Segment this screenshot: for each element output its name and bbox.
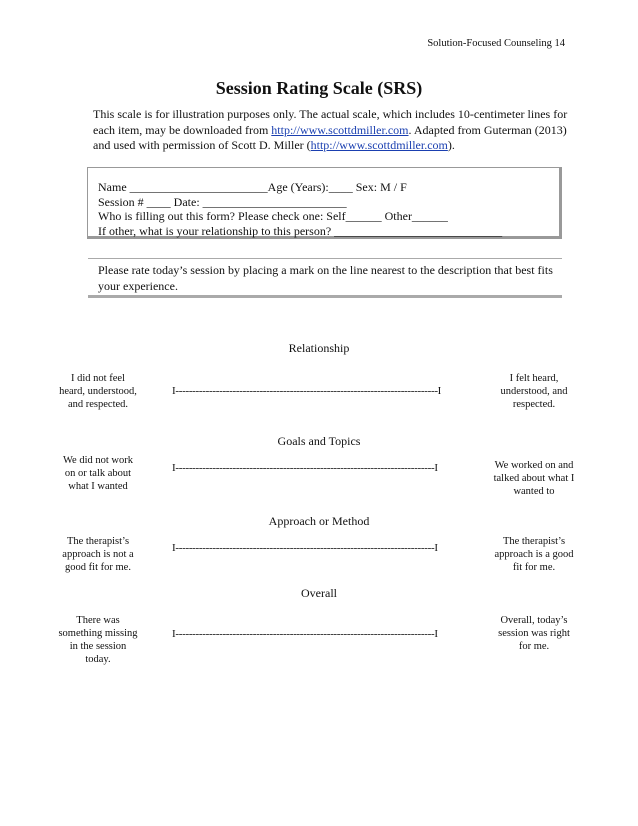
who-filling-line[interactable]: Who is filling out this form? Please check one: Self______ Other______ bbox=[98, 209, 448, 223]
name-age-sex-line[interactable]: Name _______________________Age (Years):____ Sex: M / F bbox=[98, 180, 407, 194]
scale-line-relationship[interactable]: I------------------------------------------------------------------------------I bbox=[172, 385, 442, 397]
miller-website-link-2[interactable]: http://www.scottdmiller.com bbox=[310, 138, 448, 152]
anchor-right-approach: The therapist’s approach is a good fit for me. bbox=[494, 536, 574, 573]
item-label-approach: Approach or Method bbox=[268, 514, 370, 528]
client-info-box bbox=[87, 167, 562, 239]
anchor-right-goals: We worked on and talked about what I wanted to bbox=[493, 460, 575, 497]
item-label-goals: Goals and Topics bbox=[277, 434, 361, 448]
intro-paragraph bbox=[93, 107, 573, 154]
item-label-overall: Overall bbox=[301, 586, 337, 600]
page-title: Session Rating Scale (SRS) bbox=[215, 78, 423, 98]
anchor-left-goals: We did not work on or talk about what I wanted bbox=[62, 455, 134, 492]
session-date-line[interactable]: Session # ____ Date: ________________________ bbox=[98, 194, 347, 209]
scale-line-goals[interactable]: I-----------------------------------------------------------------------------I bbox=[172, 462, 438, 474]
anchor-left-overall: There was something missing in the session today. bbox=[58, 615, 138, 665]
miller-website-link[interactable]: http://www.scottdmiller.com bbox=[271, 122, 409, 137]
scale-line-overall[interactable]: I-----------------------------------------------------------------------------I bbox=[172, 628, 438, 640]
intro-text-3: ). bbox=[447, 138, 455, 152]
anchor-right-relationship: I felt heard, understood, and respected. bbox=[500, 373, 568, 410]
relationship-line[interactable]: If other, what is your relationship to this person? ____________________________ bbox=[98, 223, 503, 238]
intro-text-2: . Adapted from Guterman (2013) and used with permission of Scott D. Miller ( bbox=[93, 122, 567, 152]
anchor-right-overall: Overall, today’s session was right for me. bbox=[498, 615, 570, 652]
intro-text-1: This scale is for illustration purposes only. The actual scale, which includes 10-centimeter lines for each item, may be downloaded from bbox=[93, 107, 568, 137]
anchor-left-relationship: I did not feel heard, understood, and respected. bbox=[59, 373, 137, 410]
anchor-left-approach: The therapist’s approach is not a good fit for me. bbox=[62, 536, 134, 573]
running-header: Solution-Focused Counseling 14 bbox=[427, 38, 565, 49]
item-label-relationship: Relationship bbox=[288, 341, 350, 355]
instructions-box: Please rate today’s session by placing a mark on the line nearest to the description that best fits your experience. bbox=[88, 258, 562, 298]
scale-line-approach[interactable]: I-----------------------------------------------------------------------------I bbox=[172, 542, 438, 554]
